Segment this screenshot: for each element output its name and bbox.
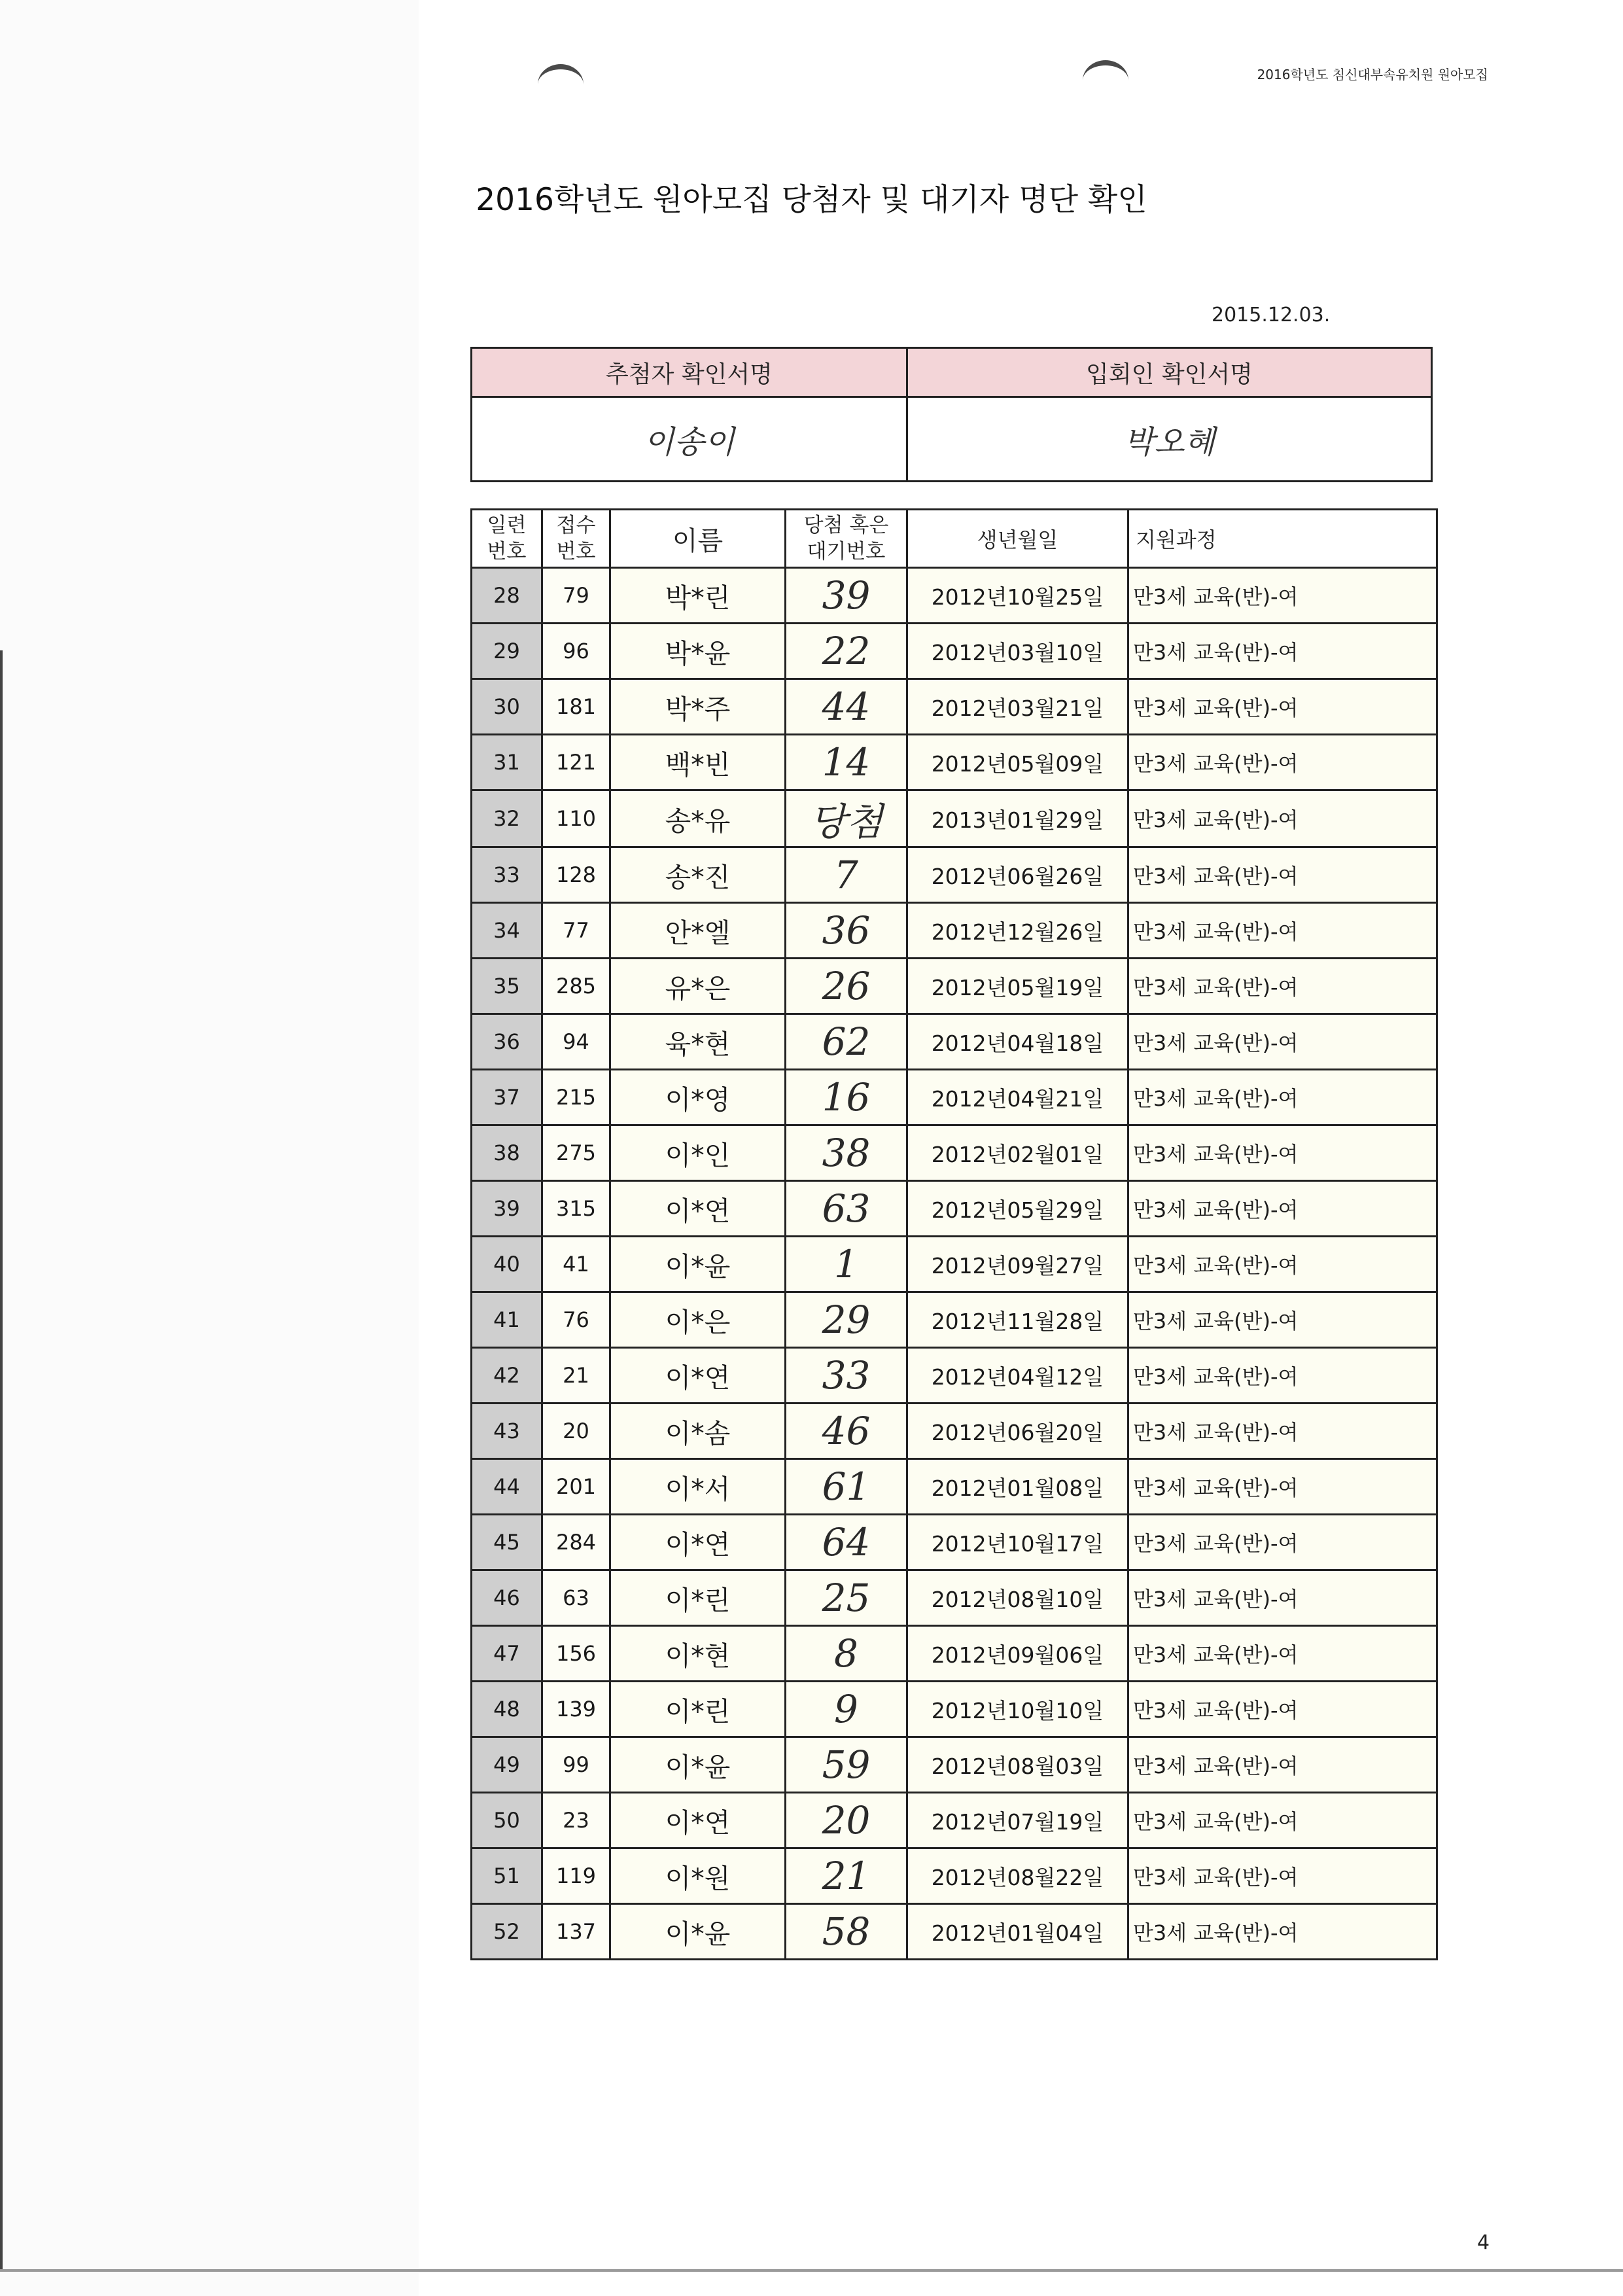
applicant-table <box>470 508 1438 1960</box>
row-course: 만3세 교육(반)-여 <box>1128 1070 1437 1125</box>
row-receipt-number: 110 <box>542 790 610 847</box>
row-name: 이*은 <box>610 1292 786 1348</box>
row-seq-number: 29 <box>472 624 542 679</box>
row-course: 만3세 교육(반)-여 <box>1128 1014 1437 1070</box>
row-birth-date: 2012년02월01일 <box>907 1125 1128 1181</box>
row-course: 만3세 교육(반)-여 <box>1128 1125 1437 1181</box>
table-row <box>472 1570 1437 1626</box>
row-seq-number: 47 <box>472 1626 542 1682</box>
row-course: 만3세 교육(반)-여 <box>1128 1348 1437 1404</box>
row-result-handwritten: 63 <box>786 1181 907 1237</box>
row-receipt-number: 139 <box>542 1682 610 1737</box>
row-name: 안*엘 <box>610 903 786 959</box>
row-result-handwritten: 64 <box>786 1515 907 1570</box>
row-result-handwritten: 44 <box>786 679 907 735</box>
table-row <box>472 1237 1437 1292</box>
row-result-handwritten: 39 <box>786 568 907 624</box>
table-row <box>472 1348 1437 1404</box>
row-seq-number: 48 <box>472 1682 542 1737</box>
row-name: 박*주 <box>610 679 786 735</box>
row-course: 만3세 교육(반)-여 <box>1128 1237 1437 1292</box>
table-row <box>472 790 1437 847</box>
row-name: 이*솜 <box>610 1404 786 1459</box>
header-course: 지원과정 <box>1128 510 1437 568</box>
row-receipt-number: 79 <box>542 568 610 624</box>
row-result-handwritten: 1 <box>786 1237 907 1292</box>
page-title: 2016학년도 원아모집 당첨자 및 대기자 명단 확인 <box>476 182 1147 218</box>
header-birth: 생년월일 <box>907 510 1128 568</box>
row-course: 만3세 교육(반)-여 <box>1128 847 1437 903</box>
row-birth-date: 2012년04월12일 <box>907 1348 1128 1404</box>
table-row <box>472 847 1437 903</box>
row-result-handwritten: 21 <box>786 1848 907 1904</box>
row-result-handwritten: 22 <box>786 624 907 679</box>
row-result-handwritten: 26 <box>786 959 907 1014</box>
row-birth-date: 2012년05월19일 <box>907 959 1128 1014</box>
row-course: 만3세 교육(반)-여 <box>1128 1682 1437 1737</box>
row-seq-number: 51 <box>472 1848 542 1904</box>
row-receipt-number: 99 <box>542 1737 610 1793</box>
scan-bottom-edge <box>0 2269 1623 2272</box>
table-header-row <box>472 510 1437 568</box>
table-row <box>472 1626 1437 1682</box>
row-birth-date: 2013년01월29일 <box>907 790 1128 847</box>
row-birth-date: 2012년10월25일 <box>907 568 1128 624</box>
row-receipt-number: 201 <box>542 1459 610 1515</box>
row-seq-number: 43 <box>472 1404 542 1459</box>
row-result-handwritten: 16 <box>786 1070 907 1125</box>
row-receipt-number: 285 <box>542 959 610 1014</box>
row-course: 만3세 교육(반)-여 <box>1128 568 1437 624</box>
row-name: 이*연 <box>610 1181 786 1237</box>
row-seq-number: 30 <box>472 679 542 735</box>
table-row <box>472 1793 1437 1848</box>
row-seq-number: 36 <box>472 1014 542 1070</box>
header-receipt: 접수 번호 <box>542 510 610 568</box>
row-name: 이*서 <box>610 1459 786 1515</box>
row-name: 이*윤 <box>610 1737 786 1793</box>
row-birth-date: 2012년04월18일 <box>907 1014 1128 1070</box>
row-seq-number: 39 <box>472 1181 542 1237</box>
row-result-handwritten: 20 <box>786 1793 907 1848</box>
row-birth-date: 2012년04월21일 <box>907 1070 1128 1125</box>
row-birth-date: 2012년01월04일 <box>907 1904 1128 1960</box>
row-seq-number: 35 <box>472 959 542 1014</box>
table-row <box>472 1904 1437 1960</box>
row-name: 이*윤 <box>610 1237 786 1292</box>
table-row <box>472 903 1437 959</box>
row-course: 만3세 교육(반)-여 <box>1128 1570 1437 1626</box>
row-seq-number: 34 <box>472 903 542 959</box>
punch-hole-right <box>1083 60 1128 101</box>
table-row <box>472 679 1437 735</box>
row-birth-date: 2012년08월10일 <box>907 1570 1128 1626</box>
row-seq-number: 52 <box>472 1904 542 1960</box>
row-name: 박*린 <box>610 568 786 624</box>
row-birth-date: 2012년12월26일 <box>907 903 1128 959</box>
row-course: 만3세 교육(반)-여 <box>1128 1515 1437 1570</box>
row-name: 이*린 <box>610 1570 786 1626</box>
row-name: 이*연 <box>610 1793 786 1848</box>
scan-left-margin <box>0 0 419 2296</box>
table-row <box>472 624 1437 679</box>
row-name: 송*진 <box>610 847 786 903</box>
drawer-signature: 이송이 <box>472 397 907 482</box>
header-seq: 일련 번호 <box>472 510 542 568</box>
row-birth-date: 2012년05월29일 <box>907 1181 1128 1237</box>
row-birth-date: 2012년03월21일 <box>907 679 1128 735</box>
row-receipt-number: 119 <box>542 1848 610 1904</box>
row-seq-number: 32 <box>472 790 542 847</box>
row-seq-number: 33 <box>472 847 542 903</box>
row-receipt-number: 121 <box>542 735 610 790</box>
row-result-handwritten: 7 <box>786 847 907 903</box>
row-receipt-number: 156 <box>542 1626 610 1682</box>
table-row <box>472 1459 1437 1515</box>
row-receipt-number: 23 <box>542 1793 610 1848</box>
row-course: 만3세 교육(반)-여 <box>1128 1904 1437 1960</box>
row-result-handwritten: 36 <box>786 903 907 959</box>
running-header: 2016학년도 침신대부속유치원 원아모집 <box>1257 67 1488 82</box>
row-receipt-number: 181 <box>542 679 610 735</box>
row-birth-date: 2012년06월20일 <box>907 1404 1128 1459</box>
row-receipt-number: 21 <box>542 1348 610 1404</box>
row-birth-date: 2012년09월27일 <box>907 1237 1128 1292</box>
row-birth-date: 2012년01월08일 <box>907 1459 1128 1515</box>
row-result-handwritten: 14 <box>786 735 907 790</box>
row-seq-number: 37 <box>472 1070 542 1125</box>
row-seq-number: 40 <box>472 1237 542 1292</box>
row-result-handwritten: 8 <box>786 1626 907 1682</box>
table-row <box>472 1515 1437 1570</box>
row-course: 만3세 교육(반)-여 <box>1128 790 1437 847</box>
scan-edge-shadow <box>0 650 3 2269</box>
row-course: 만3세 교육(반)-여 <box>1128 1292 1437 1348</box>
row-receipt-number: 76 <box>542 1292 610 1348</box>
row-course: 만3세 교육(반)-여 <box>1128 1626 1437 1682</box>
row-receipt-number: 128 <box>542 847 610 903</box>
row-name: 이*윤 <box>610 1904 786 1960</box>
row-name: 이*연 <box>610 1348 786 1404</box>
row-birth-date: 2012년05월09일 <box>907 735 1128 790</box>
row-name: 이*원 <box>610 1848 786 1904</box>
row-name: 유*은 <box>610 959 786 1014</box>
table-row <box>472 1292 1437 1348</box>
row-birth-date: 2012년08월03일 <box>907 1737 1128 1793</box>
signature-table <box>470 347 1433 482</box>
table-row <box>472 1682 1437 1737</box>
row-result-handwritten: 9 <box>786 1682 907 1737</box>
row-seq-number: 49 <box>472 1737 542 1793</box>
table-row <box>472 1737 1437 1793</box>
row-receipt-number: 137 <box>542 1904 610 1960</box>
signature-col1-header: 추첨자 확인서명 <box>472 348 907 397</box>
row-name: 박*윤 <box>610 624 786 679</box>
row-name: 이*현 <box>610 1626 786 1682</box>
row-receipt-number: 77 <box>542 903 610 959</box>
row-name: 이*린 <box>610 1682 786 1737</box>
row-course: 만3세 교육(반)-여 <box>1128 903 1437 959</box>
row-name: 이*영 <box>610 1070 786 1125</box>
row-receipt-number: 96 <box>542 624 610 679</box>
table-row <box>472 1848 1437 1904</box>
row-seq-number: 31 <box>472 735 542 790</box>
table-row <box>472 959 1437 1014</box>
row-birth-date: 2012년06월26일 <box>907 847 1128 903</box>
row-receipt-number: 63 <box>542 1570 610 1626</box>
table-row <box>472 1014 1437 1070</box>
header-name: 이름 <box>610 510 786 568</box>
row-receipt-number: 284 <box>542 1515 610 1570</box>
row-name: 송*유 <box>610 790 786 847</box>
row-birth-date: 2012년08월22일 <box>907 1848 1128 1904</box>
row-receipt-number: 20 <box>542 1404 610 1459</box>
row-receipt-number: 215 <box>542 1070 610 1125</box>
row-seq-number: 50 <box>472 1793 542 1848</box>
row-result-handwritten: 59 <box>786 1737 907 1793</box>
row-birth-date: 2012년10월17일 <box>907 1515 1128 1570</box>
row-birth-date: 2012년10월10일 <box>907 1682 1128 1737</box>
row-name: 육*현 <box>610 1014 786 1070</box>
row-course: 만3세 교육(반)-여 <box>1128 1848 1437 1904</box>
row-receipt-number: 275 <box>542 1125 610 1181</box>
row-birth-date: 2012년11월28일 <box>907 1292 1128 1348</box>
witness-signature: 박오혜 <box>907 397 1432 482</box>
row-name: 이*연 <box>610 1515 786 1570</box>
row-birth-date: 2012년03월10일 <box>907 624 1128 679</box>
row-receipt-number: 94 <box>542 1014 610 1070</box>
row-seq-number: 41 <box>472 1292 542 1348</box>
row-course: 만3세 교육(반)-여 <box>1128 624 1437 679</box>
row-course: 만3세 교육(반)-여 <box>1128 735 1437 790</box>
table-row <box>472 1125 1437 1181</box>
row-seq-number: 42 <box>472 1348 542 1404</box>
table-row <box>472 1404 1437 1459</box>
row-birth-date: 2012년07월19일 <box>907 1793 1128 1848</box>
row-name: 이*인 <box>610 1125 786 1181</box>
row-course: 만3세 교육(반)-여 <box>1128 1737 1437 1793</box>
row-course: 만3세 교육(반)-여 <box>1128 1181 1437 1237</box>
row-result-handwritten: 25 <box>786 1570 907 1626</box>
row-course: 만3세 교육(반)-여 <box>1128 959 1437 1014</box>
row-result-handwritten: 29 <box>786 1292 907 1348</box>
table-row <box>472 735 1437 790</box>
row-result-handwritten: 61 <box>786 1459 907 1515</box>
row-result-handwritten: 당첨 <box>786 790 907 847</box>
row-result-handwritten: 33 <box>786 1348 907 1404</box>
page-number: 4 <box>1477 2231 1490 2254</box>
row-seq-number: 44 <box>472 1459 542 1515</box>
row-course: 만3세 교육(반)-여 <box>1128 679 1437 735</box>
row-receipt-number: 315 <box>542 1181 610 1237</box>
row-result-handwritten: 58 <box>786 1904 907 1960</box>
row-result-handwritten: 62 <box>786 1014 907 1070</box>
row-seq-number: 38 <box>472 1125 542 1181</box>
row-course: 만3세 교육(반)-여 <box>1128 1404 1437 1459</box>
row-seq-number: 46 <box>472 1570 542 1626</box>
row-result-handwritten: 38 <box>786 1125 907 1181</box>
table-row <box>472 568 1437 624</box>
row-birth-date: 2012년09월06일 <box>907 1626 1128 1682</box>
document-date: 2015.12.03. <box>1212 304 1331 327</box>
signature-col2-header: 입회인 확인서명 <box>907 348 1432 397</box>
row-receipt-number: 41 <box>542 1237 610 1292</box>
row-seq-number: 28 <box>472 568 542 624</box>
row-name: 백*빈 <box>610 735 786 790</box>
header-result: 당첨 혹은 대기번호 <box>786 510 907 568</box>
table-row <box>472 1181 1437 1237</box>
row-seq-number: 45 <box>472 1515 542 1570</box>
table-row <box>472 1070 1437 1125</box>
row-course: 만3세 교육(반)-여 <box>1128 1459 1437 1515</box>
punch-hole-left <box>538 64 584 105</box>
row-result-handwritten: 46 <box>786 1404 907 1459</box>
row-course: 만3세 교육(반)-여 <box>1128 1793 1437 1848</box>
